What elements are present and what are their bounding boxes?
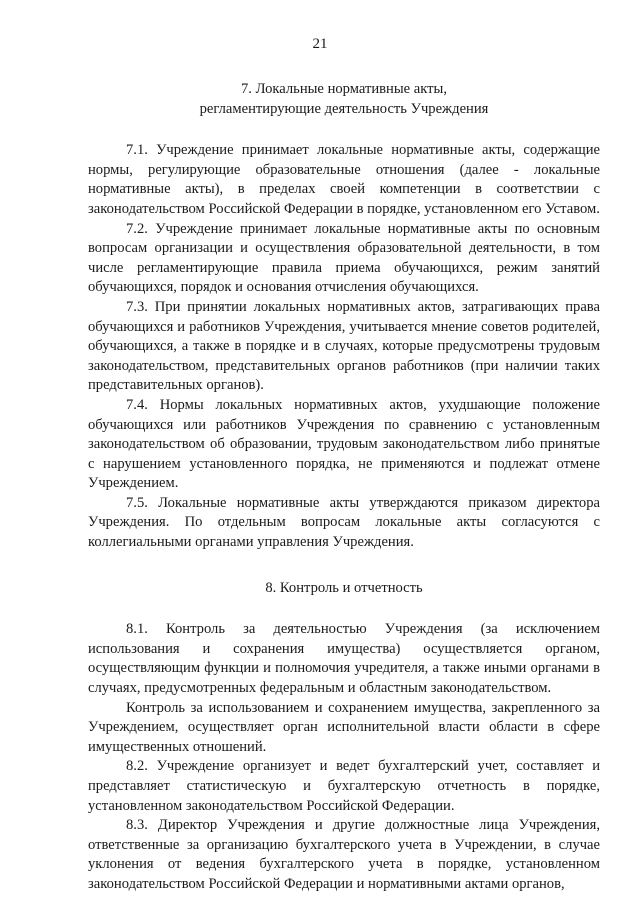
paragraph-8-3: 8.3. Директор Учреждения и другие должностные лица Учреждения, ответственные за организацию бухгалтерского учета в Учреждении, в случае уклонения от ведения бухгалтерского учета в порядке, установленном законодательством Российской Федерации и нормативными актами органов, [88, 817, 600, 892]
paragraph-7-5: 7.5. Локальные нормативные акты утверждаются приказом директора Учреждения. По отдельным вопросам локальные акты согласуются с коллегиальными органами управления Учреждения. [88, 494, 600, 551]
paragraph-8-2: 8.2. Учреждение организует и ведет бухгалтерский учет, составляет и представляет статистическую и бухгалтерскую отчетность в порядке, установленном законодательством Российской Федерации. [88, 758, 600, 814]
section-7-body [88, 141, 600, 552]
section-7-heading-line-1: 7. Локальные нормативные акты, [240, 81, 448, 97]
section-8-body [88, 620, 600, 894]
paragraph-7-1: 7.1. Учреждение принимает локальные нормативные акты, содержащие нормы, регулирующие образовательные отношения (далее - локальные нормативные акты), в пределах своей компетенции в соответствии с законодательством Российской Федерации в порядке, установленном его Уставом. [88, 142, 600, 217]
section-7-heading [88, 80, 600, 119]
section-7-heading-line-2: регламентирующие деятельность Учреждения [199, 100, 489, 117]
paragraph-7-2: 7.2. Учреждение принимает локальные нормативные акты по основным вопросам организации и осуществления образовательной деятельности, в том числе регламентирующие правила приема обучающихся, режим занятий обучающихся, порядок и основания отчисления обучающихся. [88, 220, 600, 296]
section-8-heading: 8. Контроль и отчетность [265, 579, 423, 596]
document-body [88, 80, 600, 895]
paragraph-8-1: 8.1. Контроль за деятельностью Учреждения (за исключением использования и сохранения имущества) осуществляется органом, осуществляющим функции и полномочия учредителя, а также иными органами в случаях, предусмотренных федеральным и областным законодательством. [88, 621, 600, 697]
paragraph-7-3: 7.3. При принятии локальных нормативных актов, затрагивающих права обучающихся и работников Учреждения, учитывается мнение советов родителей, обучающихся, а также в порядке и в случаях, которые предусмотрены трудовым законодательством, представительных органов работников (при наличии таких представительных органов). [88, 298, 600, 394]
paragraph-8-1-property: Контроль за использованием и сохранением имущества, закрепленного за Учреждением, осуществляет орган исполнительной власти области в сфере имущественных отношений. [88, 699, 600, 755]
paragraph-7-4: 7.4. Нормы локальных нормативных актов, ухудшающие положение обучающихся или работников Учреждения по сравнению с установленным законодательством об образовании, трудовым законодательством либо принятые с нарушением установленного порядка, не применяются и подлежат отмене Учреждением. [88, 396, 600, 492]
page-number: 21 [312, 36, 328, 52]
